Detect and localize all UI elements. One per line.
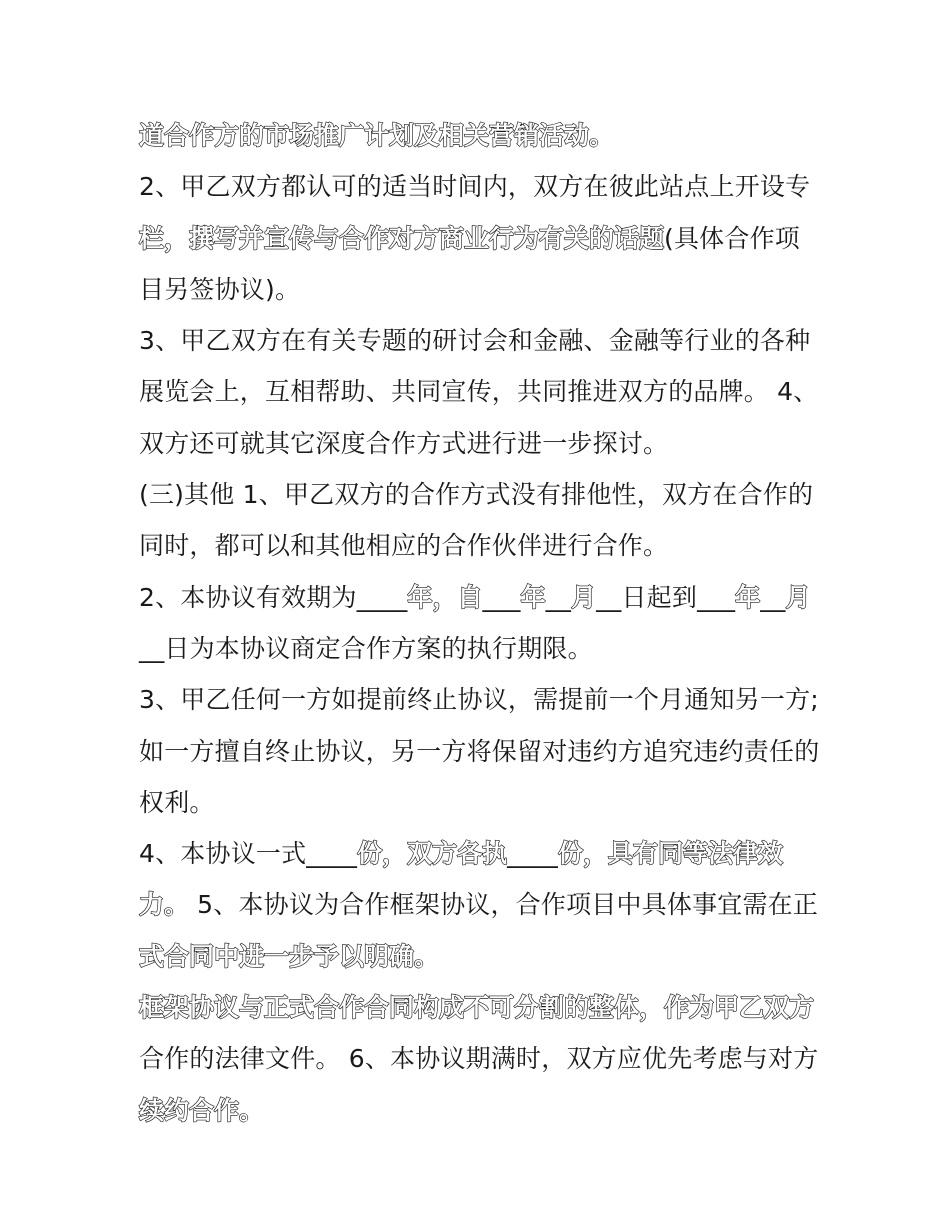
text-line bbox=[139, 366, 819, 417]
text-line bbox=[139, 879, 819, 930]
text-segment: __日起到___ bbox=[596, 582, 736, 612]
text-line bbox=[139, 777, 819, 828]
text-segment: (三)其他 1、甲乙双方的合作方式没有排他性，双方在合作的 bbox=[139, 480, 814, 510]
decorative-text-segment: 份，双方各执 bbox=[357, 839, 508, 869]
text-line bbox=[139, 982, 819, 1033]
decorative-text-segment: 年，自 bbox=[407, 582, 483, 612]
document-body-text bbox=[139, 110, 819, 1136]
text-line bbox=[139, 110, 819, 161]
text-line bbox=[139, 315, 819, 366]
decorative-text-segment: 道合作方的市场推广计划及相关营销活动。 bbox=[139, 121, 615, 150]
text-line bbox=[139, 1085, 819, 1136]
text-line bbox=[139, 520, 819, 571]
text-line bbox=[139, 572, 819, 623]
text-segment: 3、甲乙双方在有关专题的研讨会和金融、金融等行业的各种 bbox=[139, 326, 811, 356]
text-segment: 3、甲乙任何一方如提前终止协议，需提前一个月通知另一方; bbox=[139, 685, 819, 715]
text-segment: 权利。 bbox=[139, 787, 215, 817]
text-line bbox=[139, 1033, 819, 1084]
text-line bbox=[139, 674, 819, 725]
decorative-text-segment: 续约合作。 bbox=[139, 1095, 265, 1125]
decorative-text-segment: 框架协议与正式合作合同构成不可分割的整体，作为甲乙双方 bbox=[139, 993, 815, 1023]
text-segment: 同时，都可以和其他相应的合作伙伴进行合作。 bbox=[139, 531, 669, 561]
text-segment: ____ bbox=[507, 839, 558, 869]
text-line bbox=[139, 418, 819, 469]
text-line bbox=[139, 623, 819, 674]
text-segment: 如一方擅自终止协议，另一方将保留对违约方追究违约责任的 bbox=[139, 736, 820, 766]
text-segment: 2、甲乙双方都认可的适当时间内，双方在彼此站点上开设专 bbox=[139, 172, 811, 202]
decorative-text-segment: 份，具有同等法律效 bbox=[557, 839, 783, 869]
text-segment: __ bbox=[760, 582, 786, 612]
text-segment: __ bbox=[545, 582, 572, 612]
text-segment: 4、本协议一式____ bbox=[139, 839, 358, 869]
text-segment: 目另签协议)。 bbox=[139, 274, 301, 304]
text-segment: ___ bbox=[482, 582, 521, 612]
text-segment: 展览会上，互相帮助、共同宣传，共同推进双方的品牌。 4、 bbox=[139, 377, 819, 407]
text-segment: 双方还可就其它深度合作方式进行进一步探讨。 bbox=[139, 428, 669, 458]
text-line bbox=[139, 161, 819, 212]
text-segment: (具体合作项 bbox=[664, 223, 800, 253]
decorative-text-segment: 年 bbox=[520, 582, 546, 612]
text-segment: 5、本协议为合作框架协议，合作项目中具体事宜需在正 bbox=[189, 890, 819, 920]
text-segment: 2、本协议有效期为____ bbox=[139, 582, 408, 612]
text-segment: 合作的法律文件。 6、本协议期满时，双方应优先考虑与对方 bbox=[139, 1044, 819, 1074]
text-line bbox=[139, 726, 819, 777]
text-line bbox=[139, 931, 819, 982]
text-line bbox=[139, 213, 819, 264]
decorative-text-segment: 月 bbox=[785, 582, 811, 612]
text-line bbox=[139, 264, 819, 315]
decorative-text-segment: 力。 bbox=[139, 890, 190, 920]
decorative-text-segment: 年 bbox=[735, 582, 761, 612]
text-line bbox=[139, 469, 819, 520]
decorative-text-segment: 式合同中进一步予以明确。 bbox=[139, 941, 440, 971]
decorative-text-segment: 栏，撰写并宣传与合作对方商业行为有关的话题 bbox=[139, 223, 665, 253]
decorative-text-segment: 月 bbox=[571, 582, 597, 612]
text-segment: __日为本协议商定合作方案的执行期限。 bbox=[139, 633, 593, 663]
text-line bbox=[139, 828, 819, 879]
